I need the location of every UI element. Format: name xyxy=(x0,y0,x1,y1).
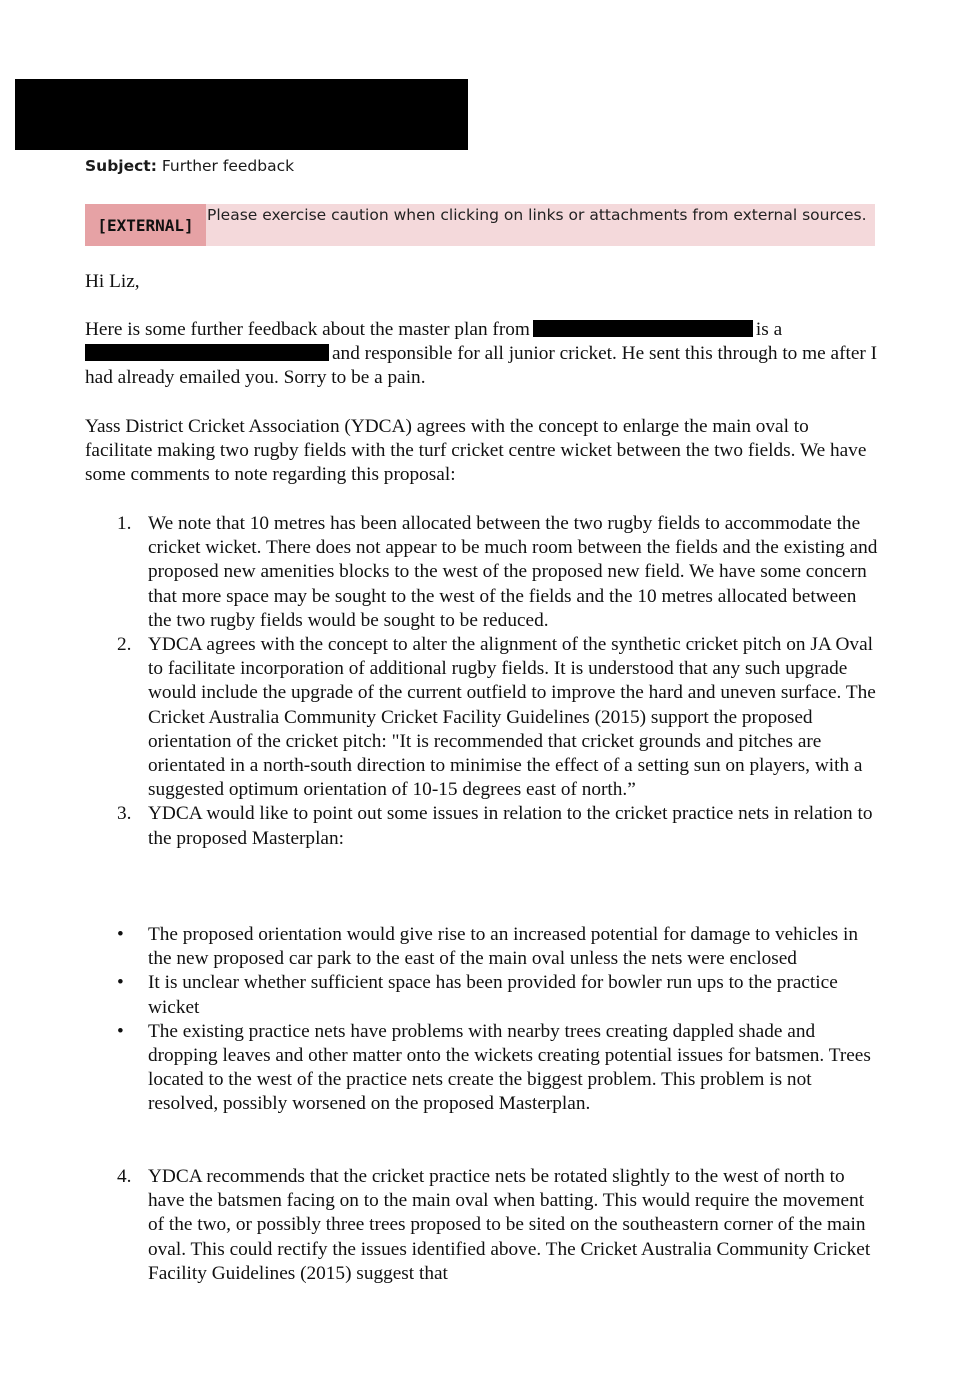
intro-part-2: is a xyxy=(755,319,783,340)
bullet-list xyxy=(85,923,880,1117)
list-item-text: We note that 10 metres has been allocated between the two rugby fields to accommodate the cricket wicket. There does not appear to be much room between the fields and the existing and proposed new amenities blocks to the west of the proposed new field. We have some concern that more space may be sought to the west of the fields and the 10 metres allocated between the two rugby fields would be sought to be reduced. xyxy=(148,513,878,631)
bullet-item xyxy=(85,1020,880,1117)
subject-value: Further feedback xyxy=(161,157,295,175)
list-item-text: YDCA agrees with the concept to alter the alignment of the synthetic cricket pitch on JA Oval to facilitate incorporation of additional rugby fields. It is understood that any such upgrade would include the upgrade of the current outfield to improve the hard and uneven surface. The Cricket Australia Community Cricket Facility Guidelines (2015) support the proposed orientation of the cricket pitch: "It is recommended that cricket grounds and pitches are orientated in a north-south direction to minimise the effect of a setting sun on players, with a suggested optimum orientation of 10-15 degrees east of north.” xyxy=(148,634,876,801)
intro-part-3: and responsible for all junior cricket. He sent this through to me after I had already emailed you. Sorry to be a pain. xyxy=(85,343,878,389)
subject-label: Subject: xyxy=(85,157,157,175)
list-item xyxy=(85,802,880,850)
intro-paragraph xyxy=(85,318,880,391)
list-item xyxy=(85,512,880,633)
bullet-text: It is unclear whether sufficient space has been provided for bowler run ups to the practice wicket xyxy=(148,972,838,1018)
intro-part-1: Here is some further feedback about the master plan from xyxy=(85,319,530,340)
warning-text: Please exercise caution when clicking on links or attachments from external sources. xyxy=(207,206,867,224)
list-item xyxy=(85,1165,880,1286)
external-tag: [EXTERNAL] xyxy=(85,204,206,246)
bullet-marker: • xyxy=(117,1020,124,1042)
bullet-item xyxy=(85,923,880,971)
numbered-list xyxy=(85,512,880,851)
redacted-name xyxy=(533,320,753,337)
list-marker: 3. xyxy=(117,803,132,825)
list-marker: 2. xyxy=(117,634,132,656)
list-marker: 4. xyxy=(117,1166,132,1187)
list-item xyxy=(85,633,880,802)
greeting: Hi Liz, xyxy=(85,271,140,292)
list-marker: 1. xyxy=(117,513,132,534)
redacted-sender-block xyxy=(15,79,468,150)
bullet-text: The proposed orientation would give rise to an increased potential for damage to vehicles in the new proposed car park to the east of the main oval unless the nets were enclosed xyxy=(148,924,858,970)
ydca-paragraph: Yass District Cricket Association (YDCA) agrees with the concept to enlarge the main oval to facilitate making two rugby fields with the turf cricket centre wicket between the two fields. We have some comments to note regarding this proposal: xyxy=(85,416,867,486)
subject-line xyxy=(85,157,294,175)
bullet-item xyxy=(85,971,880,1019)
list-item-text: YDCA would like to point out some issues in relation to the cricket practice nets in relation to the proposed Masterplan: xyxy=(148,803,873,849)
bullet-marker: • xyxy=(117,924,124,945)
bullet-text: The existing practice nets have problems with nearby trees creating dappled shade and dropping leaves and other matter onto the wickets creating potential issues for batsmen. Trees located to the west of the practice nets create the biggest problem. This problem is not resolved, possibly worsened on the proposed Masterplan. xyxy=(148,1020,871,1115)
list-item-text: YDCA recommends that the cricket practice nets be rotated slightly to the west of north to have the batsmen facing on to the main oval when batting. This would require the movement of the two, or possibly three trees proposed to be sited on the southeastern corner of the main oval. This could rectify the issues identified above. The Cricket Australia Community Cricket Facility Guidelines (2015) suggest that xyxy=(148,1166,871,1284)
bullet-marker: • xyxy=(117,972,124,994)
numbered-list-continued xyxy=(85,1165,880,1286)
redacted-role xyxy=(85,344,329,361)
external-warning-banner xyxy=(85,204,875,246)
